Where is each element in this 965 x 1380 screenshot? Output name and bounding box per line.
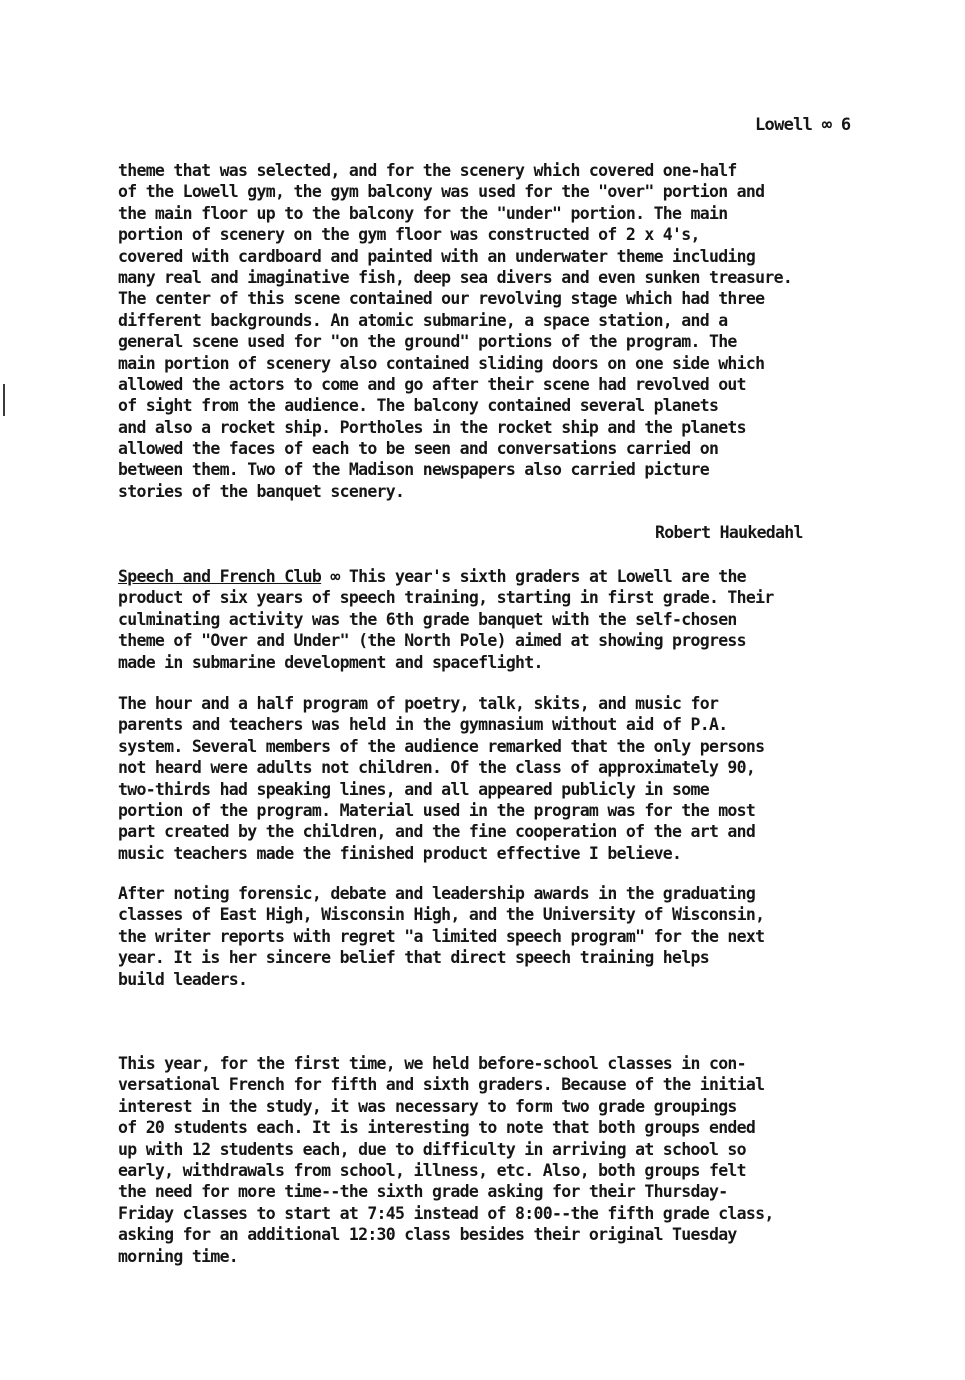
- text-line: part created by the children, and the fine cooperation of the art and: [118, 822, 756, 842]
- text-line: The hour and a half program of poetry, talk, skits, and music for: [118, 694, 719, 713]
- paragraph-awards: [118, 883, 764, 990]
- text-line: parents and teachers was held in the gymnasium without aid of P.A.: [118, 715, 728, 735]
- text-line: of 20 students each. It is interesting to note that both groups ended: [118, 1118, 756, 1138]
- text-line: morning time.: [118, 1246, 239, 1266]
- text-line: the writer reports with regret "a limited speech program" for the next: [118, 926, 765, 946]
- text-line: between them. Two of the Madison newspapers also carried picture: [118, 460, 709, 480]
- text-line: allowed the faces of each to be seen and conversations carried on: [118, 439, 719, 459]
- text-line: theme of "Over and Under" (the North Pole) aimed at showing progress: [118, 631, 746, 651]
- text-line: made in submarine development and spaceflight.: [118, 652, 543, 672]
- text-line: many real and imaginative fish, deep sea divers and even sunken treasure.: [118, 267, 793, 287]
- text-line: culminating activity was the 6th grade banquet with the self-chosen: [118, 609, 737, 629]
- text-line: the need for more time--the sixth grade asking for their Thursday-: [118, 1182, 728, 1202]
- margin-mark: [3, 384, 5, 416]
- text-line: portion of the program. Material used in the program was for the most: [118, 800, 756, 820]
- paragraph-program: [118, 693, 764, 864]
- text-line: the main floor up to the balcony for the "under" portion. The main: [118, 203, 728, 223]
- text-line: theme that was selected, and for the scenery which covered one-half: [118, 161, 737, 180]
- text-line: up with 12 students each, due to difficulty in arriving at school so: [118, 1139, 746, 1159]
- text-line: asking for an additional 12:30 class besides their original Tuesday: [118, 1225, 737, 1245]
- text-line: year. It is her sincere belief that direct speech training helps: [118, 948, 709, 968]
- text-line: and also a rocket ship. Portholes in the rocket ship and the planets: [118, 417, 746, 437]
- paragraph-speech-club: [118, 566, 774, 673]
- text-line: versational French for fifth and sixth graders. Because of the initial: [118, 1075, 765, 1095]
- text-line: product of six years of speech training, starting in first grade. Their: [118, 588, 774, 608]
- text-line: stories of the banquet scenery.: [118, 481, 405, 501]
- heading-continuation: ∞ This year's sixth graders at Lowell are the: [321, 567, 746, 586]
- text-line: main portion of scenery also contained sliding doors on one side which: [118, 353, 765, 373]
- text-line: portion of scenery on the gym floor was constructed of 2 x 4's,: [118, 225, 700, 245]
- text-line: of the Lowell gym, the gym balcony was used for the "over" portion and: [118, 182, 765, 202]
- text-line: general scene used for "on the ground" portions of the program. The: [118, 332, 737, 352]
- text-line: system. Several members of the audience remarked that the only persons: [118, 736, 765, 756]
- text-line: not heard were adults not children. Of the class of approximately 90,: [118, 758, 756, 778]
- signature: Robert Haukedahl: [655, 523, 803, 542]
- text-line: of sight from the audience. The balcony contained several planets: [118, 396, 719, 416]
- text-line: build leaders.: [118, 969, 248, 989]
- text-line: After noting forensic, debate and leadership awards in the graduating: [118, 884, 756, 903]
- text-line: different backgrounds. An atomic submarine, a space station, and a: [118, 310, 728, 330]
- text-line: early, withdrawals from school, illness, etc. Also, both groups felt: [118, 1160, 746, 1180]
- text-line: interest in the study, it was necessary to form two grade groupings: [118, 1096, 737, 1116]
- paragraph-french-classes: [118, 1053, 774, 1267]
- text-line: allowed the actors to come and go after their scene had revolved out: [118, 374, 746, 394]
- text-line: [118, 566, 774, 587]
- page-header: Lowell ∞ 6: [755, 115, 851, 135]
- text-line: two-thirds had speaking lines, and all appeared publicly in some: [118, 779, 709, 799]
- text-line: classes of East High, Wisconsin High, and the University of Wisconsin,: [118, 905, 765, 925]
- text-line: Friday classes to start at 7:45 instead of 8:00--the fifth grade class,: [118, 1203, 774, 1223]
- text-line: The center of this scene contained our revolving stage which had three: [118, 289, 765, 309]
- text-line: covered with cardboard and painted with an underwater theme including: [118, 246, 756, 266]
- paragraph-banquet-scenery: [118, 160, 792, 502]
- text-line: This year, for the first time, we held before-school classes in con-: [118, 1054, 746, 1073]
- text-line: music teachers made the finished product effective I believe.: [118, 843, 682, 863]
- section-heading: Speech and French Club: [118, 567, 322, 586]
